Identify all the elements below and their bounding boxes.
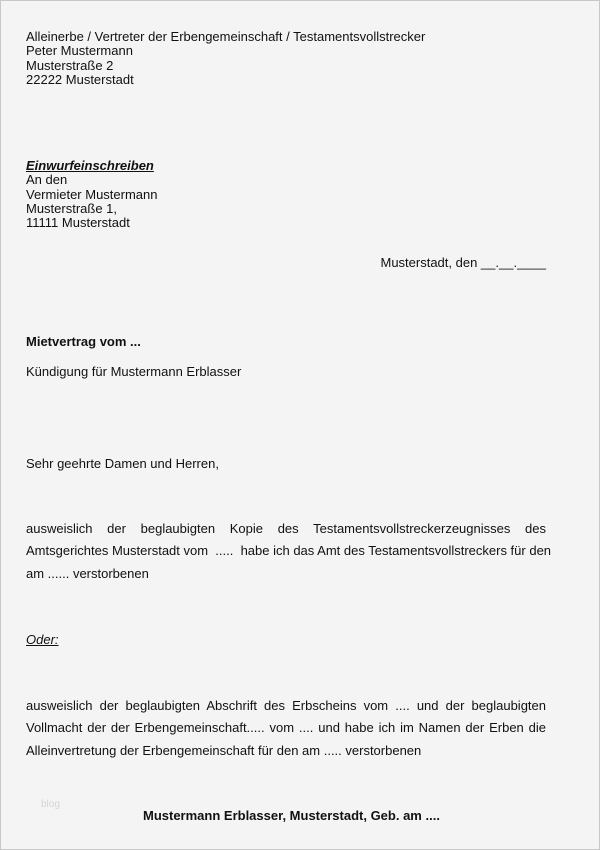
sender-city: 22222 Musterstadt xyxy=(26,71,134,87)
paragraph-1 xyxy=(26,518,552,585)
recipient-name: Vermieter Mustermann xyxy=(26,186,158,202)
sender-name: Peter Mustermann xyxy=(26,43,133,59)
oder-label: Oder: xyxy=(26,632,59,647)
watermark: blog xyxy=(41,799,60,810)
date-line: Musterstadt, den __.__.____ xyxy=(380,255,546,270)
paragraph-2 xyxy=(26,695,546,762)
recipient-city: 11111 Musterstadt xyxy=(26,215,130,231)
paragraph-2-line: Alleinvertretung der Erbengemeinschaft für den am ..... verstorbenen xyxy=(26,742,422,758)
sender-role: Alleinerbe / Vertreter der Erbengemeinschaft / Testamentsvollstrecker xyxy=(26,29,426,44)
paragraph-2-line: Vollmacht der der Erbengemeinschaft..... vom .... und habe ich im Namen der Erben die xyxy=(26,720,546,736)
sender-address xyxy=(26,30,425,87)
deceased-line: Mustermann Erblasser, Musterstadt, Geb. am .... xyxy=(143,808,440,823)
sender-street: Musterstraße 2 xyxy=(26,57,114,73)
greeting: Sehr geehrte Damen und Herren, xyxy=(26,456,219,471)
delivery-method: Einwurfeinschreiben xyxy=(26,158,154,173)
paragraph-1-line: am ...... verstorbenen xyxy=(26,565,149,581)
paragraph-1-line: ausweislich der beglaubigten Kopie des Testamentsvollstreckerzeugnisses des xyxy=(26,521,546,536)
recipient-address xyxy=(26,159,158,230)
recipient-street: Musterstraße 1, xyxy=(26,200,118,216)
subject-2: Kündigung für Mustermann Erblasser xyxy=(26,364,242,379)
recipient-salutation-line: An den xyxy=(26,172,68,188)
paragraph-2-line: ausweislich der beglaubigten Abschrift des Erbscheins vom .... und der beglaubigten xyxy=(26,698,546,713)
subject: Mietvertrag vom ... xyxy=(26,334,141,349)
paragraph-1-line: Amtsgerichtes Musterstadt vom ..... habe ich das Amt des Testamentsvollstreckers für den xyxy=(26,543,552,559)
